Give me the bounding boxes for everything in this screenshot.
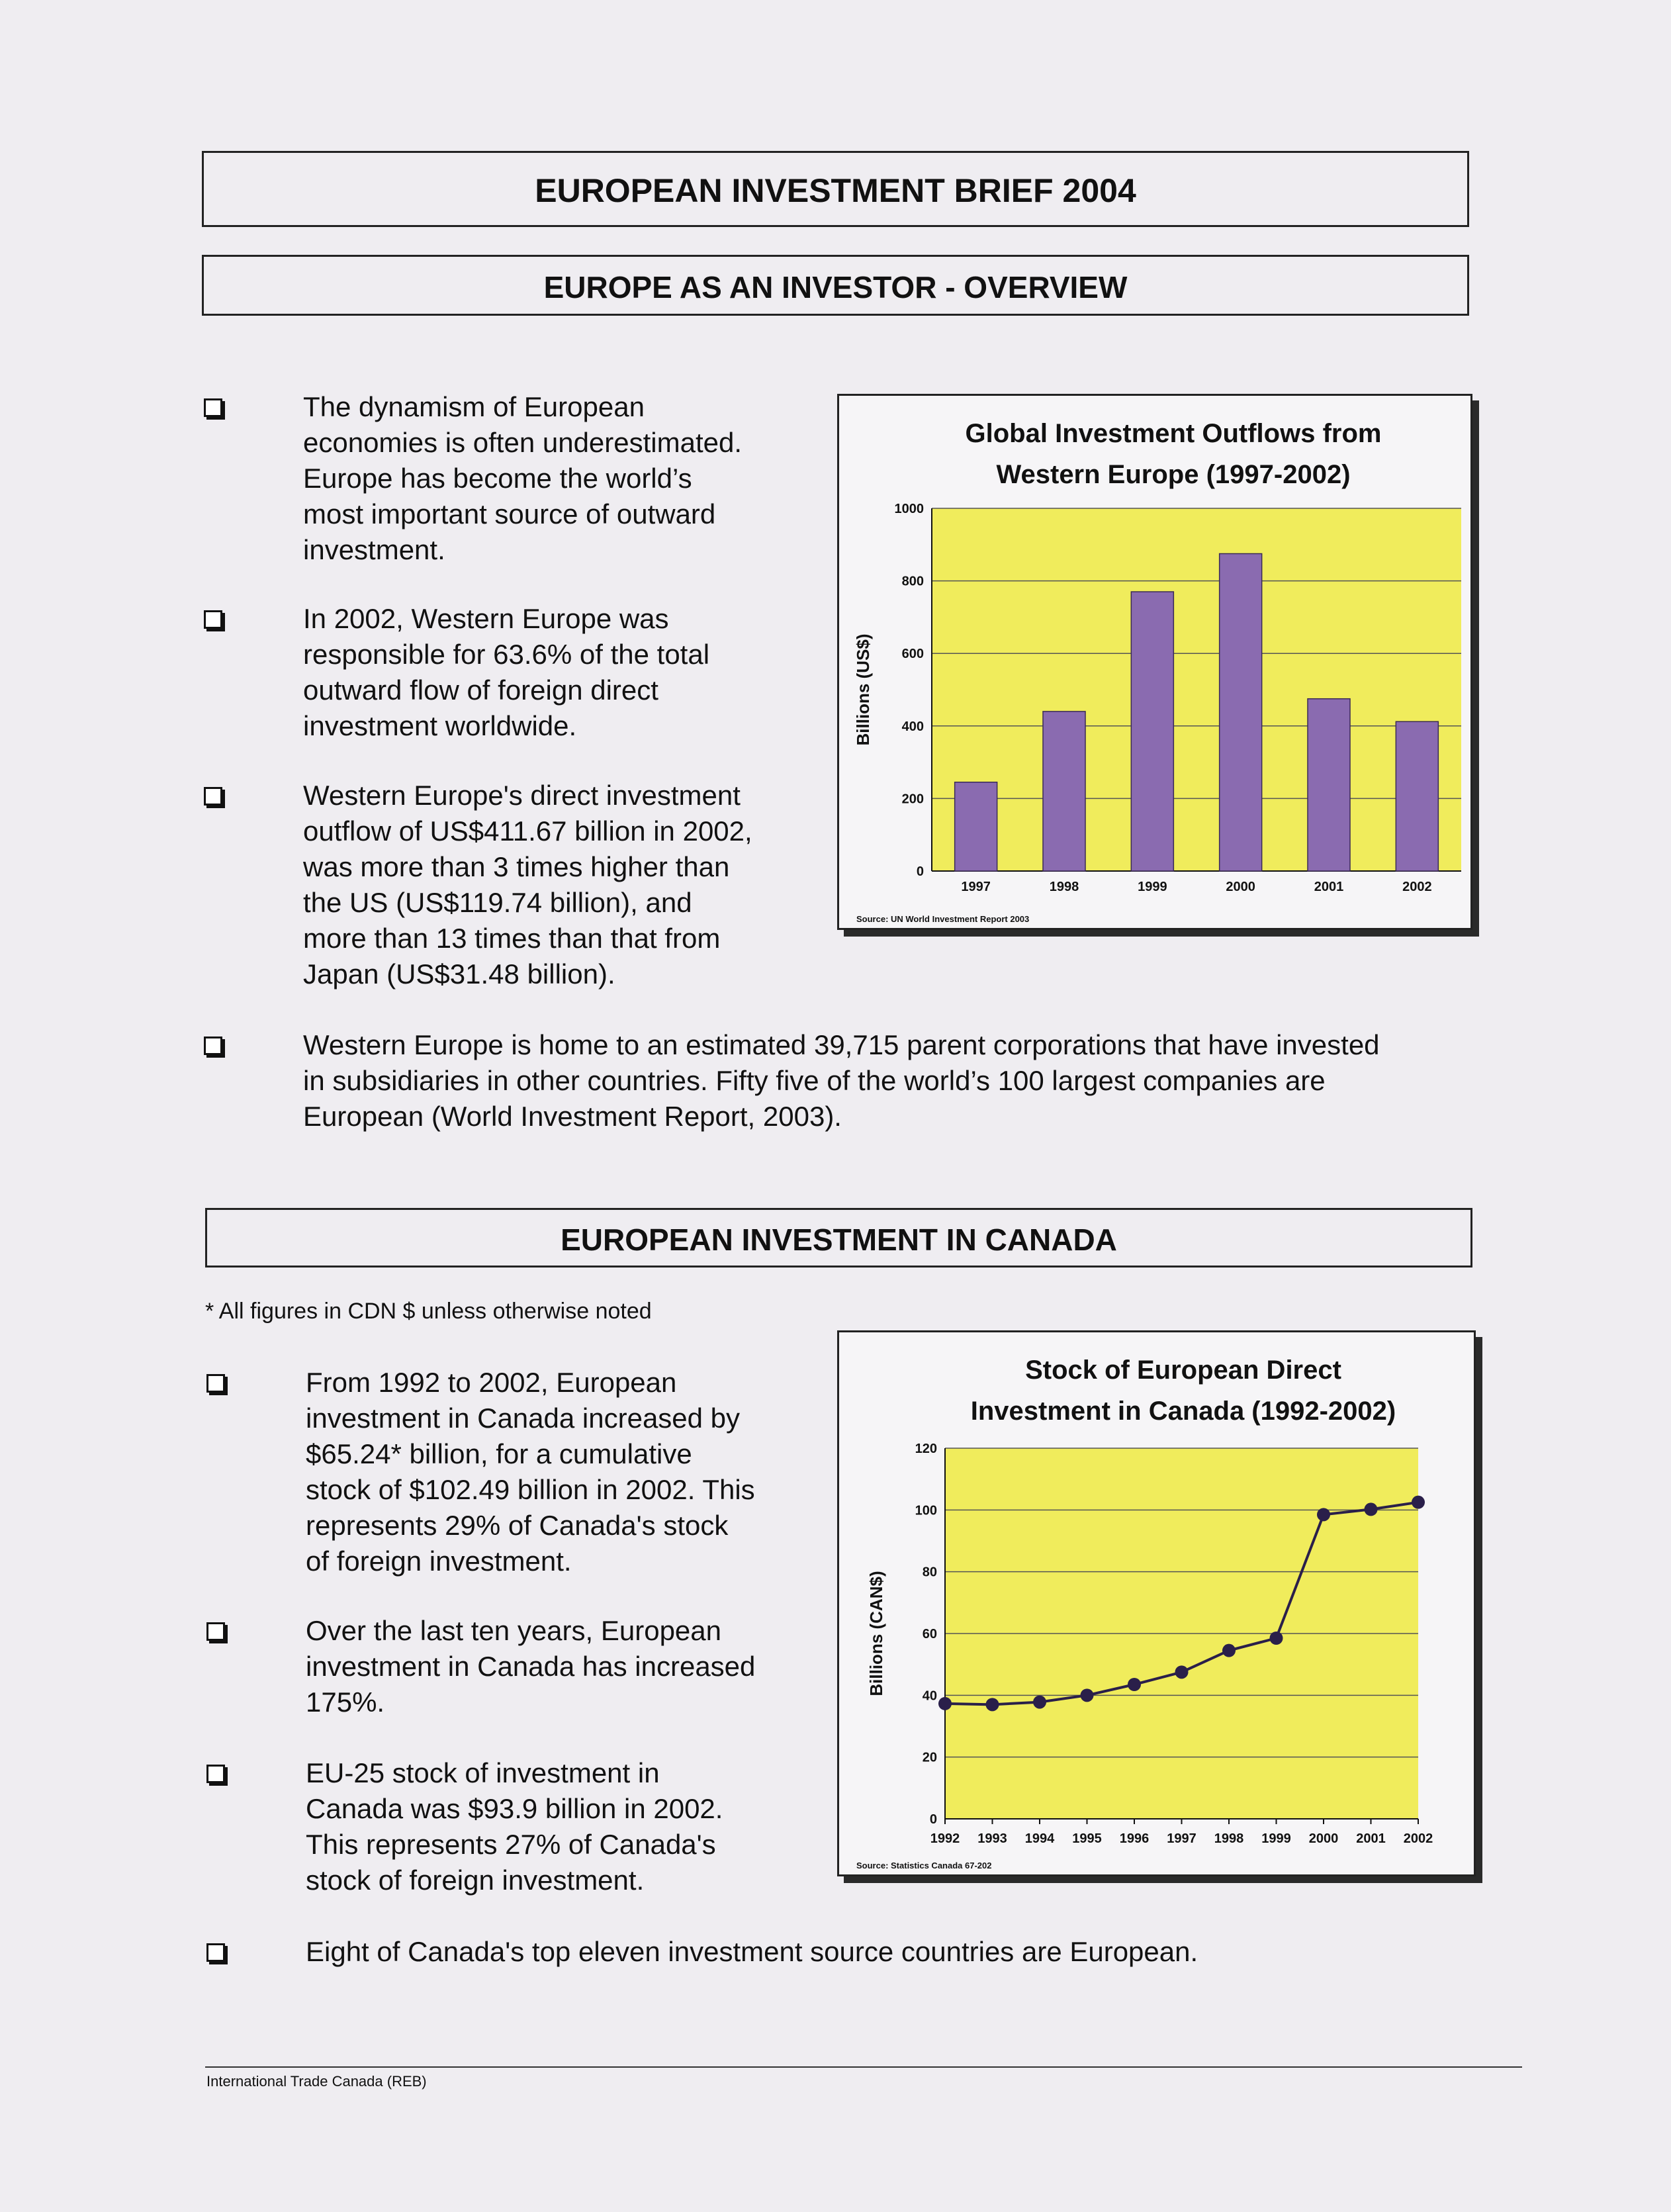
bullet-text: From 1992 to 2002, European investment in Canada increased by $65.24* billion, for a cumulative stock of $102.49 billion in 2002. This represents 29% of Canada's stock of foreign investment. (306, 1367, 755, 1577)
y-tick-label: 200 (901, 792, 924, 807)
checkbox-icon (206, 1943, 225, 1962)
x-tick-label: 1999 (1261, 1831, 1291, 1846)
x-tick-label: 2002 (1403, 1831, 1433, 1846)
canada-section-header (205, 1208, 1472, 1267)
overview-section-title: EUROPE AS AN INVESTOR - OVERVIEW (543, 270, 1128, 304)
bullet-text: Eight of Canada's top eleven investment source countries are European. (306, 1936, 1198, 1967)
page-title-box (202, 151, 1469, 227)
x-tick-label: 1999 (1138, 880, 1167, 894)
checkbox-icon (204, 610, 222, 629)
y-tick-label: 120 (915, 1442, 937, 1456)
y-tick-label: 400 (901, 719, 924, 734)
x-tick-label: 1992 (930, 1831, 960, 1846)
checkbox-icon (204, 1037, 222, 1055)
overview-section-header (202, 255, 1469, 316)
footer-rule (205, 2066, 1522, 2068)
x-tick-label: 1997 (961, 880, 991, 894)
y-tick-label: 0 (929, 1812, 937, 1827)
y-tick-label: 20 (922, 1750, 937, 1765)
chart-source: Source: UN World Investment Report 2003 (856, 914, 1030, 924)
plot-area (932, 508, 1461, 871)
bullet-text: Western Europe is home to an estimated 39,715 parent corporations that have invested in subsidiaries in other countries. Fifty five of the world’s 100 largest companies are European (World Investment Report, 2003). (303, 1029, 1380, 1132)
stock-line-chart-svg (839, 1332, 1478, 1878)
data-point (1128, 1678, 1141, 1691)
stock-line-chart (837, 1330, 1476, 1876)
data-point (1081, 1688, 1094, 1702)
bar (1308, 699, 1350, 871)
data-point (1033, 1696, 1046, 1709)
data-point (1412, 1496, 1425, 1509)
bullet-text: The dynamism of European economies is often underestimated. Europe has become the world’s most important source of outward investment. (303, 391, 743, 565)
x-tick-label: 1994 (1024, 1831, 1055, 1846)
bar (1131, 592, 1173, 871)
bar (1043, 712, 1085, 871)
data-point (1270, 1632, 1283, 1645)
y-tick-label: 100 (915, 1503, 937, 1518)
data-point (1365, 1502, 1378, 1516)
outflows-bar-chart (837, 394, 1472, 930)
data-point (986, 1698, 999, 1711)
y-axis-label: Billions (US$) (853, 633, 873, 746)
bullet-text: Over the last ten years, European investment in Canada has increased 175%. (306, 1615, 756, 1718)
x-tick-label: 1993 (977, 1831, 1007, 1846)
footer-text: International Trade Canada (REB) (206, 2073, 427, 2090)
y-tick-label: 0 (916, 864, 924, 879)
data-point (1317, 1508, 1330, 1521)
x-tick-label: 1998 (1214, 1831, 1244, 1846)
y-tick-label: 1000 (894, 502, 924, 516)
x-tick-label: 2000 (1308, 1831, 1339, 1846)
bullet-text: In 2002, Western Europe was responsible for 63.6% of the total outward flow of foreign direct investment worldwide. (303, 603, 710, 741)
bar (955, 782, 997, 871)
y-tick-label: 600 (901, 647, 924, 662)
checkbox-icon (204, 787, 222, 806)
outflows-bar-chart-svg (839, 396, 1474, 932)
y-tick-label: 60 (922, 1627, 937, 1641)
x-tick-label: 2002 (1402, 880, 1432, 894)
checkbox-icon (204, 398, 222, 417)
chart-title: Global Investment Outflows from (965, 419, 1382, 448)
chart-title: Western Europe (1997-2002) (996, 460, 1351, 489)
data-point (938, 1697, 952, 1710)
y-axis-label: Billions (CAN$) (866, 1571, 886, 1696)
x-tick-label: 2001 (1356, 1831, 1386, 1846)
bar (1396, 721, 1438, 871)
chart-title: Investment in Canada (1992-2002) (970, 1397, 1396, 1426)
data-point (1222, 1644, 1236, 1657)
x-tick-label: 2001 (1314, 880, 1344, 894)
y-tick-label: 80 (922, 1565, 937, 1580)
x-tick-label: 1997 (1167, 1831, 1197, 1846)
y-tick-label: 800 (901, 574, 924, 589)
chart-source: Source: Statistics Canada 67-202 (856, 1861, 992, 1870)
currency-note: * All figures in CDN $ unless otherwise noted (205, 1299, 652, 1324)
y-tick-label: 40 (922, 1688, 937, 1704)
data-point (1175, 1665, 1189, 1679)
x-tick-label: 2000 (1226, 880, 1255, 894)
x-tick-label: 1998 (1049, 880, 1079, 894)
bullet-text: EU-25 stock of investment in Canada was $93.9 billion in 2002. This represents 27% of Canada's stock of foreign investment. (306, 1757, 723, 1896)
page-title: EUROPEAN INVESTMENT BRIEF 2004 (535, 172, 1136, 209)
canada-section-title: EUROPEAN INVESTMENT IN CANADA (561, 1222, 1117, 1257)
x-tick-label: 1996 (1119, 1831, 1150, 1846)
chart-title: Stock of European Direct (1025, 1356, 1341, 1385)
bar (1220, 554, 1262, 872)
x-tick-label: 1995 (1072, 1831, 1102, 1846)
checkbox-icon (206, 1622, 225, 1641)
bullet-text: Western Europe's direct investment outflow of US$411.67 billion in 2002, was more than 3 times higher than the US (US$119.74 billion), and more than 13 times than that from Japan (US$31.48 billion). (303, 780, 752, 990)
checkbox-icon (206, 1374, 225, 1393)
checkbox-icon (206, 1765, 225, 1783)
